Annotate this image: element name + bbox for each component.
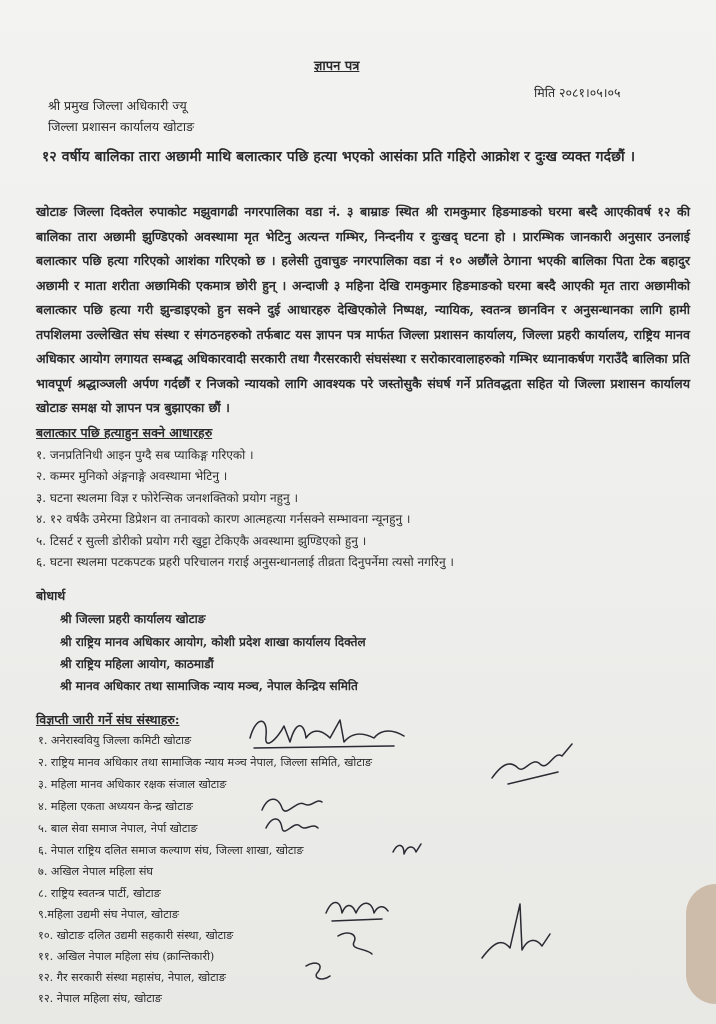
org-item-3: ३. महिला मानव अधिकार रक्षक संजाल खोटाङ bbox=[38, 778, 227, 791]
grounds-heading: बलात्कार पछि हत्याहुन सक्ने आधारहरु bbox=[36, 425, 213, 440]
org-item-2: २. राष्ट्रिय मानव अधिकार तथा सामाजिक न्याय मञ्च नेपाल, जिल्ला समिति, खोटाङ bbox=[38, 756, 372, 769]
ground-item-5: ५. टिसर्ट र सुत्ली डोरीको प्रयोग गरी खुट्टा टेकिएकै अवस्थामा झुण्डिएको हुनु । bbox=[36, 534, 367, 548]
cc-item-3: श्री राष्ट्रिय महिला आयोग, काठमाडौं bbox=[60, 657, 214, 671]
org-item-13: १२. नेपाल महिला संघ, खोटाङ bbox=[38, 992, 162, 1005]
org-item-4: ४. महिला एकता अध्ययन केन्द्र खोटाङ bbox=[38, 800, 193, 813]
org-item-11: ११. अखिल नेपाल महिला संघ (क्रान्तिकारी) bbox=[38, 950, 215, 963]
signature-7 bbox=[332, 926, 382, 964]
signature-5 bbox=[390, 838, 424, 866]
org-item-1: १. अनेरास्ववियु जिल्ला कमिटी खोटाङ bbox=[38, 734, 192, 747]
signature-4 bbox=[262, 812, 322, 844]
cc-item-1: श्री जिल्ला प्रहरी कार्यालय खोटाङ bbox=[60, 612, 206, 626]
headline: १२ वर्षीय बालिका तारा अछामी माथि बलात्कार पछि हत्या भएको आसंका प्रति गहिरो आक्रोश र दुःख व्यक्त गर्दछौं । bbox=[42, 149, 636, 165]
org-item-5: ५. बाल सेवा समाज नेपाल, नेर्पा खोटाङ bbox=[38, 822, 198, 835]
org-item-12: १२. गैर सरकारी संस्था महासंघ, नेपाल, खोटाङ bbox=[38, 971, 226, 984]
signature-9 bbox=[302, 958, 336, 992]
document-title: ज्ञापन पत्र bbox=[314, 59, 360, 74]
signature-2 bbox=[488, 738, 578, 792]
ground-item-4: ४. १२ वर्षकै उमेरमा डिप्रेशन वा तनावको कारण आत्महत्या गर्नसक्ने सम्भावना न्यूनहुनु । bbox=[36, 512, 411, 526]
org-item-8: ८. राष्ट्रिय स्वतन्त्र पार्टी, खोटाङ bbox=[38, 887, 161, 900]
cc-heading: बोधार्थ bbox=[36, 588, 66, 603]
ground-item-6: ६. घटना स्थलमा पटकपटक प्रहरी परिचालन गराई अनुसन्धानलाई तीव्रता दिनुपर्नेमा त्यसो नगरिनु । bbox=[36, 555, 454, 569]
org-item-7: ७. अखिल नेपाल महिला संघ bbox=[38, 865, 154, 878]
thumb-edge bbox=[686, 884, 716, 1004]
orgs-heading: विज्ञप्ती जारी गर्ने संघ संस्थाहरु: bbox=[36, 712, 180, 727]
org-item-9: ९.महिला उद्यमी संघ नेपाल, खोटाङ bbox=[38, 908, 179, 921]
ground-item-3: ३. घटना स्थलमा विज्ञ र फोरेन्सिक जनशक्तिको प्रयोग नहुनु । bbox=[36, 491, 299, 505]
org-item-10: १०. खोटाङ दलित उद्यमी सहकारी संस्था, खोटाङ bbox=[38, 929, 234, 942]
org-item-6: ६. नेपाल राष्ट्रिय दलित समाज कल्याण संघ, जिल्ला शाखा, खोटाङ bbox=[38, 844, 304, 857]
ground-item-1: १. जनप्रतिनिधी आइन पुग्दै सब प्याकिङ्ग गरिएको । bbox=[36, 448, 254, 462]
document-date: मिति २०८१।०५।०५ bbox=[534, 85, 621, 100]
cc-item-4: श्री मानव अधिकार तथा सामाजिक न्याय मञ्च, नेपाल केन्द्रिय समिति bbox=[60, 679, 358, 693]
recipient-line-1: श्री प्रमुख जिल्ला अधिकारी ज्यू bbox=[48, 98, 187, 113]
signature-8 bbox=[476, 898, 556, 972]
ground-item-2: २. कम्मर मुनिको अंङ्गनाङ्गे अवस्थामा भेटिनु । bbox=[36, 469, 228, 483]
cc-item-2: श्री राष्ट्रिय मानव अधिकार आयोग, कोशी प्रदेश शाखा कार्यालय दिक्तेल bbox=[60, 635, 366, 649]
body-paragraph: खोटाङ जिल्ला दिक्तेल रुपाकोट मझुवागढी नगरपालिका वडा नं. ३ बाम्राङ स्थित श्री रामकुमार हिङमाङको घरमा बस्दै आएकीवर्ष १२ की बालिका तारा अछामी झुण्डिएको अवस्थामा मृत भेटिनु अत्यन्त गम्भिर, निन्दनीय र दुःखद् घटना हो । प्रारम्भिक जानकारी अनुसार उनलाई बलात्कार पछि हत्या गरिएको आशंका गरिएको छ । हलेसी तुवाचुङ नगरपालिका वडा नं १० अछौंले ठेगाना भएकी बालिका पिता टेक बहादुर अछामी र माता शरीता अछामिकी एकमात्र छोरी हुन् । अन्दाजी ३ महिना देखि रामकुमार हिङमाङको घरमा बस्दै आएकी मृत तारा अछामीको बलात्कार पछि हत्या गरी झुन्डाइएको हुन सक्ने दुई आधारहरु देखिएकोले निष्पक्ष, न्यायिक, स्वतन्त्र छानविन र अनुसन्धानका लागि हामी तपशिलमा उल्लेखित संघ संस्था र संगठनहरुको तर्फबाट यस ज्ञापन पत्र मार्फत जिल्ला प्रशासन कार्यालय, जिल्ला प्रहरी कार्यालय, राष्ट्रिय मानव अधिकार आयोग लगायत सम्बद्ध अधिकारवादी सरकारी तथा गैरसरकारी संघसंस्था र सरोकारवालाहरुको गम्भिर ध्यानाकर्षण गराउँदै बालिका प्रति भावपूर्ण श्रद्धाञ्जली अर्पण गर्दछौं र निजको न्यायको लागि आवश्यक परे जस्तोसुकै संघर्ष गर्ने प्रतिवद्धता सहित यो जिल्ला प्रशासन कार्यालय खोटाङ समक्ष यो ज्ञापन पत्र बुझाएका छौं । bbox=[36, 204, 690, 415]
signature-1 bbox=[244, 708, 414, 762]
recipient-line-2: जिल्ला प्रशासन कार्यालय खोटाङ bbox=[48, 119, 195, 134]
